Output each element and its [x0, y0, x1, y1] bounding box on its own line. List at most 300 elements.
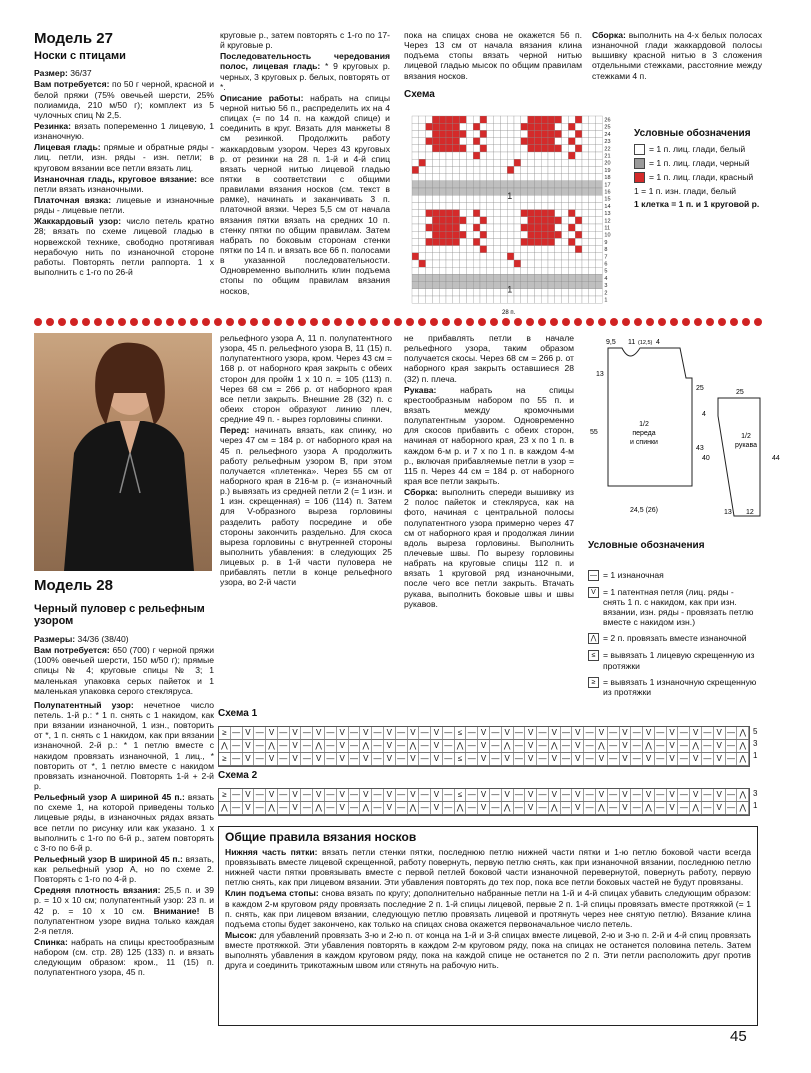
chart-cell — [521, 152, 528, 159]
chart-cell — [460, 289, 467, 296]
chart-cell — [575, 130, 582, 137]
chart-cell — [528, 274, 535, 281]
chart-cell — [412, 217, 419, 224]
chart-cell — [514, 289, 521, 296]
divider-dot — [454, 318, 462, 326]
chart-cell — [562, 253, 569, 260]
chart-cell — [568, 289, 575, 296]
chart-cell — [514, 267, 521, 274]
chart-cell — [589, 253, 596, 260]
chart-cell — [419, 224, 426, 231]
symbol-icon: ⋀ — [588, 633, 599, 644]
chart-cell — [534, 274, 541, 281]
row-number: 14 — [604, 203, 611, 210]
chart-cell — [582, 123, 589, 130]
chart-cell — [582, 210, 589, 217]
stitch-symbol: — — [278, 789, 290, 801]
stitch-symbol: — — [561, 753, 573, 765]
chart-cell — [446, 188, 453, 195]
stitch-symbol: — — [254, 753, 266, 765]
chart-cell — [548, 195, 555, 202]
row-number: 17 — [604, 182, 611, 189]
size-label: Размер: — [34, 68, 68, 79]
chart-cell — [487, 152, 494, 159]
divider-dot — [706, 318, 714, 326]
chart-cell — [555, 159, 562, 166]
chart-cell — [473, 224, 480, 231]
chart-cell — [534, 181, 541, 188]
chart-cell — [514, 217, 521, 224]
chart-cell — [446, 152, 453, 159]
chart-cell — [562, 159, 569, 166]
stitch-symbol: — — [419, 740, 431, 752]
chart-cell — [426, 282, 433, 289]
chart-cell — [575, 188, 582, 195]
chart-cell — [432, 267, 439, 274]
stitch-symbol: ⋀ — [266, 740, 278, 752]
pp-bottom: 24,5 (26) — [630, 507, 659, 514]
chart-cell — [473, 260, 480, 267]
chart-cell — [555, 296, 562, 303]
chart-cell — [589, 260, 596, 267]
chart-cell — [528, 210, 535, 217]
chart-cell — [548, 130, 555, 137]
stitch-symbol: — — [372, 753, 384, 765]
stitch-symbol: — — [631, 727, 643, 739]
chart-cell — [514, 274, 521, 281]
chart-cell — [568, 123, 575, 130]
chart-cell — [419, 217, 426, 224]
toe-text: для убавлений провязать 3-ю и 2-ю п. от конца на 1-й и 3-й спицах вместе лицевой, 2-ю и 3-ю п. 2-й и 4-й спиц провязать вместе протяжкой. Эти убавления повторять в каждом 2-м круговом ряду, пока на спицах не останется половина петель. Затем выполнять убавления в каждом круговом ряду, пока на каждой спице не останется по 2 п. Эти петли расположить друг против друга и соединить трикотажным швом или стянуть на рабочую нить. — [225, 929, 751, 971]
chart-cell — [487, 130, 494, 137]
chart-cell — [419, 289, 426, 296]
chart-cell — [453, 289, 460, 296]
stitch-symbol: — — [514, 727, 526, 739]
chart-cell — [507, 159, 514, 166]
chart-cell — [412, 274, 419, 281]
stitch-symbol: V — [384, 740, 396, 752]
chart-cell — [562, 195, 569, 202]
chart-cell — [568, 217, 575, 224]
chart-cell — [589, 195, 596, 202]
stitch-symbol: — — [254, 740, 266, 752]
chart-cell — [596, 188, 603, 195]
chart-cell — [426, 138, 433, 145]
seq-label: Последовательность чередования полос, лицевая гладь: — [220, 51, 390, 72]
chart-cell — [453, 181, 460, 188]
divider-dot — [82, 318, 90, 326]
stitch-symbol: ≥ — [219, 789, 231, 801]
stitch-symbol: — — [608, 789, 620, 801]
reverse-text: все петли вязать изнаночными. — [34, 173, 214, 194]
scheme-row — [219, 753, 749, 766]
chart-cell — [426, 274, 433, 281]
divider-dot — [634, 318, 642, 326]
stitch-symbol: — — [537, 753, 549, 765]
chart-cell — [426, 174, 433, 181]
chart-cell — [487, 181, 494, 188]
divider-dot — [622, 318, 630, 326]
chart-cell — [500, 116, 507, 123]
stitch-symbol: V — [313, 727, 325, 739]
chart-cell — [521, 159, 528, 166]
stitch-symbol: V — [502, 727, 514, 739]
stitch-symbol: V — [667, 727, 679, 739]
chart-cell — [548, 217, 555, 224]
chart-cell — [521, 253, 528, 260]
chart-cell — [480, 123, 487, 130]
stitch-symbol: V — [290, 727, 302, 739]
chart-cell — [575, 224, 582, 231]
chart-cell — [419, 138, 426, 145]
chart-cell — [446, 224, 453, 231]
assembly28-text: выполнить спереди вышивку из 2 полос пайеток и стекляруса, как на фото, начиная с центральной полосы полупатентного узора примерно через 47 см от наборного края и продолжая линии вдоль выреза горловины. Выполнить плечевые швы. По вырезу горловины набрать на круговые спицы 112 п. и вязать 1 круговой ряд изнаночными, после чего все петли закрыть. Втачать рукава, выполнить боковые швы и швы рукавов. — [404, 487, 574, 609]
chart-cell — [528, 166, 535, 173]
chart-cell — [419, 181, 426, 188]
chart-cell — [507, 260, 514, 267]
legend28-text: = 1 патентная петля (лиц. ряды - снять 1 п. с накидом, как при изн. вязании, изн. ряды - провязать петлю вместе с накидом изн.) — [603, 586, 754, 628]
chart-cell — [507, 116, 514, 123]
legend27-cell: 1 клетка = 1 п. и 1 круговой р. — [634, 198, 760, 209]
divider-dot — [322, 318, 330, 326]
row-number: 26 — [604, 117, 611, 124]
chart-cell — [541, 195, 548, 202]
chart-cell — [446, 210, 453, 217]
chart-cell — [555, 253, 562, 260]
chart-cell — [575, 123, 582, 130]
chart-cell — [466, 253, 473, 260]
rules-box — [218, 826, 758, 1026]
chart-cell — [426, 195, 433, 202]
chart-cell — [439, 188, 446, 195]
sizes28-label: Размеры: — [34, 633, 76, 644]
chart-cell — [432, 217, 439, 224]
chart-cell — [528, 260, 535, 267]
chart-cell — [487, 195, 494, 202]
chart-cell — [446, 166, 453, 173]
chart-cell — [453, 296, 460, 303]
chart-cell — [582, 282, 589, 289]
chart-cell — [439, 260, 446, 267]
chart-cell — [521, 260, 528, 267]
chart-cell — [487, 238, 494, 245]
legend28-text: = 2 п. провязать вместе изнаночной — [603, 633, 747, 644]
stitch-symbol: ⋀ — [596, 802, 608, 814]
stitch-symbol: — — [655, 753, 667, 765]
row-number: 25 — [604, 124, 611, 131]
stitch-symbol: V — [549, 727, 561, 739]
chart-cell — [426, 246, 433, 253]
stitch-symbol: — — [466, 789, 478, 801]
chart-cell — [555, 224, 562, 231]
sl-left-top: 4 — [702, 411, 706, 418]
chart-cell — [419, 231, 426, 238]
chart-cell — [596, 181, 603, 188]
stitch-symbol: V — [431, 727, 443, 739]
chart-cell — [500, 145, 507, 152]
chart-cell — [562, 289, 569, 296]
chart-cell — [562, 296, 569, 303]
chart-cell — [460, 267, 467, 274]
chart-cell — [487, 123, 494, 130]
chart-cell — [575, 181, 582, 188]
stitch-symbol: — — [537, 727, 549, 739]
chart-cell — [589, 152, 596, 159]
sl-bottom-r: 12 — [746, 509, 754, 516]
chart-cell — [548, 274, 555, 281]
chart-cell — [575, 274, 582, 281]
chart-cell — [412, 152, 419, 159]
chart-cell — [541, 159, 548, 166]
legend28-row — [588, 587, 758, 628]
stitch-symbol: — — [678, 789, 690, 801]
chart-cell — [514, 159, 521, 166]
chart-cell — [494, 267, 501, 274]
chart-cell — [466, 145, 473, 152]
chart-cell — [426, 166, 433, 173]
chart-cell — [453, 246, 460, 253]
stitch-symbol: — — [325, 789, 337, 801]
chart-cell — [500, 267, 507, 274]
stitch-symbol: V — [714, 727, 726, 739]
chart-cell — [589, 130, 596, 137]
chart-cell — [589, 224, 596, 231]
chart-cell — [507, 274, 514, 281]
chart-cell — [466, 217, 473, 224]
color-swatch — [634, 172, 645, 183]
chart-cell — [534, 166, 541, 173]
divider-dot — [550, 318, 558, 326]
stitch-symbol: — — [561, 727, 573, 739]
chart-cell — [596, 296, 603, 303]
divider-dot — [490, 318, 498, 326]
chart-cell — [500, 217, 507, 224]
chart-cell — [494, 116, 501, 123]
stitch-symbol: — — [466, 740, 478, 752]
legend28-row — [588, 650, 758, 670]
chart-cell — [541, 116, 548, 123]
chart-cell — [487, 116, 494, 123]
divider-dot — [466, 318, 474, 326]
chart-cell — [562, 130, 569, 137]
divider-dot — [478, 318, 486, 326]
stitch-symbol: V — [384, 789, 396, 801]
chart-cell — [548, 138, 555, 145]
chart-cell — [432, 296, 439, 303]
row-number: 2 — [604, 290, 608, 297]
chart-cell — [426, 188, 433, 195]
stitch-symbol: ⋀ — [549, 740, 561, 752]
stitch-symbol: — — [631, 802, 643, 814]
chart-cell — [514, 174, 521, 181]
chart-cell — [521, 145, 528, 152]
chart-cell — [541, 231, 548, 238]
chart-cell — [439, 289, 446, 296]
stitch-symbol: — — [278, 727, 290, 739]
chart-cell — [514, 145, 521, 152]
chart-cell — [432, 238, 439, 245]
knit-one-marker: 1 — [507, 190, 513, 201]
chart-cell — [419, 282, 426, 289]
scheme-row — [219, 740, 749, 753]
chart-cell — [494, 224, 501, 231]
chart-cell — [582, 152, 589, 159]
chart-cell — [500, 202, 507, 209]
chart-cell — [528, 231, 535, 238]
chart-cell — [446, 195, 453, 202]
stitch-symbol: V — [290, 789, 302, 801]
chart-cell — [412, 188, 419, 195]
back-label: Спинка: — [34, 937, 68, 948]
chart-cell — [500, 195, 507, 202]
chart-cell — [507, 202, 514, 209]
chart-cell — [534, 231, 541, 238]
chart-cell — [480, 195, 487, 202]
divider-dot — [298, 318, 306, 326]
chart-cell — [582, 296, 589, 303]
row-number: 1 — [604, 297, 608, 304]
chart-cell — [541, 123, 548, 130]
chart-cell — [575, 166, 582, 173]
jacquard-chart — [408, 112, 628, 316]
chart-cell — [568, 238, 575, 245]
color-swatch — [634, 158, 645, 169]
chart-cell — [460, 224, 467, 231]
chart-cell — [412, 210, 419, 217]
chart-cell — [534, 174, 541, 181]
chart-cell — [596, 159, 603, 166]
chart-cell — [487, 210, 494, 217]
stitch-symbol: ⋀ — [313, 802, 325, 814]
chart-cell — [473, 123, 480, 130]
stitch-symbol: V — [525, 753, 537, 765]
chart-cell — [426, 224, 433, 231]
chart-cell — [507, 138, 514, 145]
chart-cell — [439, 159, 446, 166]
chart-cell — [534, 159, 541, 166]
chart-cell — [568, 166, 575, 173]
chart-cell — [419, 246, 426, 253]
chart-cell — [480, 152, 487, 159]
chart-cell — [439, 282, 446, 289]
chart-cell — [521, 195, 528, 202]
row-number: 4 — [604, 275, 608, 282]
chart-cell — [466, 210, 473, 217]
chart-cell — [439, 123, 446, 130]
chart-cell — [555, 202, 562, 209]
chart-cell — [439, 202, 446, 209]
chart-cell — [521, 188, 528, 195]
chart-cell — [596, 282, 603, 289]
stitch-symbol: — — [443, 789, 455, 801]
chart-cell — [494, 152, 501, 159]
chart-cell — [460, 210, 467, 217]
chart-cell — [432, 246, 439, 253]
chart-cell — [507, 267, 514, 274]
chart-cell — [480, 253, 487, 260]
chart-cell — [494, 246, 501, 253]
chart-cell — [460, 202, 467, 209]
chart-cell — [589, 166, 596, 173]
chart-cell — [555, 138, 562, 145]
scheme1 — [218, 708, 763, 767]
chart-cell — [521, 130, 528, 137]
chart-cell — [480, 238, 487, 245]
chart-cell — [589, 274, 596, 281]
stitch-symbol: — — [396, 740, 408, 752]
stocking-text: прямые и обратные ряды - лиц. петли, изн. ряды - изн. петли; в круговом вязании все петли вязать лиц. — [34, 142, 214, 173]
rib-text: вязать попеременно 1 лицевую, 1 изнаночную. — [34, 121, 214, 142]
chart-cell — [432, 202, 439, 209]
stitch-symbol: — — [726, 802, 738, 814]
chart-cell — [419, 174, 426, 181]
chart-cell — [453, 210, 460, 217]
stitch-symbol: — — [443, 740, 455, 752]
divider-dot — [202, 318, 210, 326]
chart-cell — [521, 116, 528, 123]
chart-cell — [460, 181, 467, 188]
chart-cell — [473, 267, 480, 274]
sl-top: 25 — [736, 389, 744, 396]
chart-cell — [466, 260, 473, 267]
chart-cell — [453, 224, 460, 231]
chart-cell — [419, 188, 426, 195]
chart-cell — [446, 181, 453, 188]
stitch-symbol: ⋀ — [737, 740, 749, 752]
scheme-row-number: 3 — [753, 788, 758, 798]
chart-cell — [548, 159, 555, 166]
chart-cell — [534, 152, 541, 159]
chart-cell — [412, 231, 419, 238]
chart-cell — [480, 296, 487, 303]
chart-cell — [541, 296, 548, 303]
chart-cell — [480, 116, 487, 123]
stitch-symbol: — — [349, 753, 361, 765]
stitch-symbol: V — [690, 727, 702, 739]
pp-top-4: 4 — [656, 339, 660, 346]
stitch-symbol: — — [726, 789, 738, 801]
stitch-symbol: — — [655, 740, 667, 752]
chart-cell — [439, 181, 446, 188]
chart-cell — [500, 274, 507, 281]
chart-cell — [596, 138, 603, 145]
stitch-symbol: — — [278, 740, 290, 752]
chart-cell — [562, 274, 569, 281]
divider-dot — [694, 318, 702, 326]
chart-cell — [480, 260, 487, 267]
divider-dot — [214, 318, 222, 326]
chart-cell — [575, 210, 582, 217]
chart-cell — [466, 152, 473, 159]
stitch-symbol: — — [561, 740, 573, 752]
reverse-label: Изнаночная гладь, круговое вязание: — [34, 173, 198, 184]
chart-cell — [562, 138, 569, 145]
divider-dot — [310, 318, 318, 326]
stitch-symbol: — — [325, 727, 337, 739]
chart-cell — [446, 116, 453, 123]
front-text: начинать вязать, как спинку, но через 47 см = 184 р. от наборного края на 45 п. рельефного узора А продолжить работу рельефным узором В, при этом получается «плетенка». Через 55 см от наборного края в 216-м р. (= изнаночный р.) вывязать из средней петли 2 (= 1 изн. и 1 изн. скрещенная) = 106 (114) п. Затем для V-образного выреза горловины разделить работу посредине и обе стороны закончить раздельно. Для скоса выреза горловины с внутренней стороны выполнить убавления: в следующих 25 лицевых р. в 1-й части пуловера не прибавлять петли в конце рельефного узора, во 2-й части — [220, 425, 392, 588]
legend27-row — [634, 172, 784, 183]
legend28-title: Условные обозначения — [588, 540, 705, 551]
chart-cell — [473, 159, 480, 166]
divider-dot — [274, 318, 282, 326]
stitch-symbol: V — [620, 727, 632, 739]
chart-cell — [426, 231, 433, 238]
chart-cell — [466, 159, 473, 166]
chart-cell — [487, 260, 494, 267]
stitch-symbol: V — [714, 789, 726, 801]
stitch-symbol: — — [537, 802, 549, 814]
